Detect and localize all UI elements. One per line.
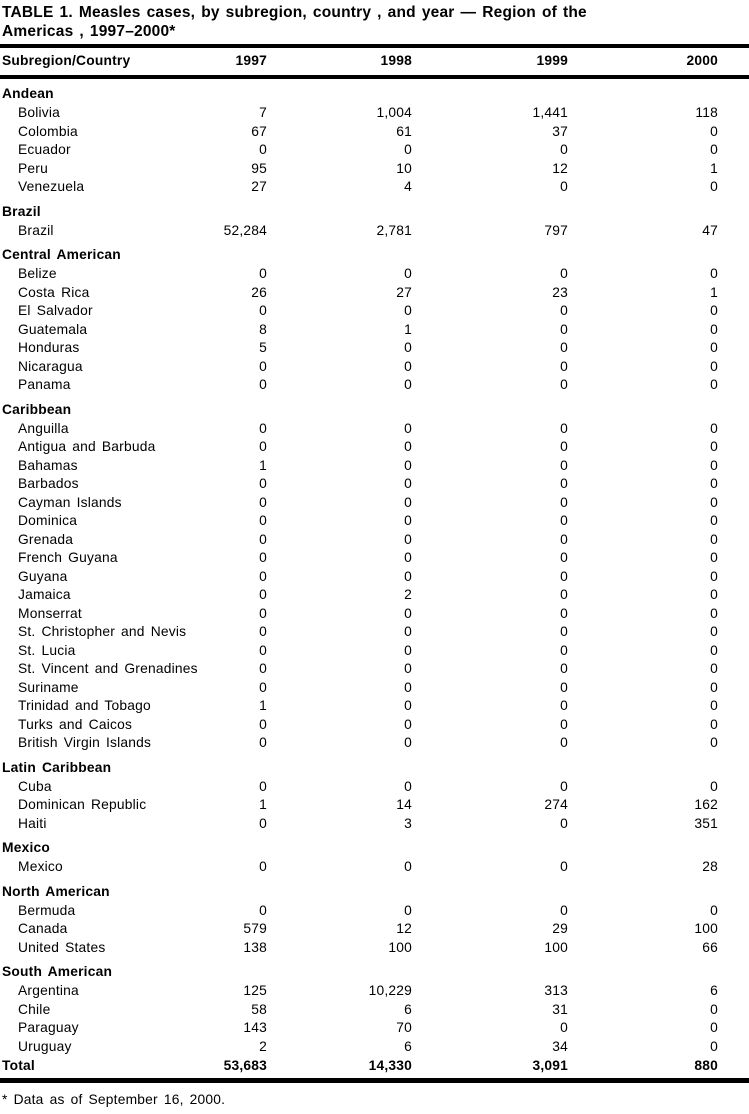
header-row <box>0 46 749 77</box>
section-row <box>0 197 749 222</box>
value-cell-1997: 0 <box>259 568 267 584</box>
country-cell: Suriname <box>18 679 79 695</box>
footnote: * Data as of September 16, 2000. <box>2 1092 226 1107</box>
value-cell-1999: 23 <box>552 284 568 300</box>
value-cell-1999: 100 <box>544 939 568 955</box>
table-row <box>0 902 749 921</box>
table-row <box>0 376 749 395</box>
country-cell: Costa Rica <box>18 284 90 300</box>
table-row <box>0 358 749 377</box>
value-cell-1998: 6 <box>404 1038 412 1054</box>
value-cell-1998: 100 <box>388 939 412 955</box>
value-cell-2000: 0 <box>710 513 718 528</box>
value-cell-1997: 0 <box>259 661 267 676</box>
value-cell-1997: 0 <box>259 587 267 602</box>
value-cell-1998: 0 <box>404 902 412 918</box>
value-cell-2000: 0 <box>710 1001 718 1017</box>
value-cell-1997: 138 <box>243 939 267 955</box>
table-row <box>0 222 749 241</box>
country-cell: French Guyana <box>18 550 118 565</box>
table-row <box>0 512 749 531</box>
value-cell-1999: 0 <box>560 420 568 436</box>
value-cell-1997: 143 <box>243 1020 267 1035</box>
value-cell-1999: 0 <box>560 142 568 157</box>
value-cell-2000: 0 <box>710 531 718 547</box>
value-cell-2000: 118 <box>695 105 718 120</box>
table-row <box>0 568 749 587</box>
country-cell: Haiti <box>18 815 47 831</box>
value-cell-1998: 10,229 <box>368 983 412 998</box>
table-row <box>0 457 749 476</box>
section-header: Mexico <box>2 840 50 855</box>
value-cell-1998: 0 <box>404 303 412 318</box>
value-cell-1999: 0 <box>560 859 568 874</box>
value-cell-2000: 0 <box>710 179 718 194</box>
value-cell-2000: 0 <box>710 902 718 918</box>
country-cell: Peru <box>18 160 48 176</box>
value-cell-1999: 0 <box>560 605 568 621</box>
value-cell-2000: 0 <box>710 476 718 491</box>
country-cell: Argentina <box>18 983 79 998</box>
value-cell-1998: 0 <box>404 568 412 584</box>
column-header-1999: 1999 <box>412 46 568 77</box>
value-cell-1999: 0 <box>560 494 568 510</box>
value-cell-1997: 0 <box>259 494 267 510</box>
value-cell-2000: 6 <box>710 983 718 998</box>
value-cell-1998: 3 <box>404 815 412 831</box>
column-header-1997: 1997 <box>200 46 267 77</box>
country-cell: Bermuda <box>18 902 76 918</box>
value-cell-2000: 1 <box>710 284 718 300</box>
table-row <box>0 623 749 642</box>
table-row <box>0 1038 749 1057</box>
total-value-1999: 3,091 <box>412 1056 568 1081</box>
value-cell-1999: 0 <box>560 531 568 547</box>
section-row <box>0 753 749 778</box>
section-header: Central American <box>2 247 121 262</box>
value-cell-1997: 52,284 <box>223 222 267 238</box>
value-cell-2000: 0 <box>710 377 718 392</box>
country-cell: Dominica <box>18 513 78 528</box>
value-cell-2000: 0 <box>710 1020 718 1035</box>
value-cell-1997: 579 <box>243 921 267 936</box>
value-cell-1997: 8 <box>259 321 267 337</box>
table-row <box>0 697 749 716</box>
value-cell-1998: 0 <box>404 624 412 639</box>
value-cell-2000: 0 <box>710 642 718 658</box>
value-cell-2000: 0 <box>710 735 718 750</box>
value-cell-1998: 0 <box>404 531 412 547</box>
value-cell-2000: 0 <box>710 123 718 139</box>
country-cell: Bolivia <box>18 105 61 120</box>
country-cell: Chile <box>18 1001 51 1017</box>
value-cell-1998: 61 <box>396 123 412 139</box>
table-row <box>0 939 749 958</box>
country-cell: Colombia <box>18 123 78 139</box>
table-row <box>0 642 749 661</box>
table-footer <box>0 1056 749 1081</box>
value-cell-1997: 0 <box>259 266 267 281</box>
country-cell: St. Vincent and Grenadines <box>18 661 198 676</box>
value-cell-1998: 10 <box>396 160 412 176</box>
table-row <box>0 1001 749 1020</box>
value-cell-2000: 0 <box>710 420 718 436</box>
value-cell-1998: 70 <box>396 1020 412 1035</box>
value-cell-1997: 0 <box>259 778 267 794</box>
table-row <box>0 123 749 142</box>
value-cell-2000: 100 <box>694 921 718 936</box>
country-cell: Antigua and Barbuda <box>18 439 156 454</box>
value-cell-1999: 0 <box>560 624 568 639</box>
table-row <box>0 178 749 197</box>
value-cell-1999: 0 <box>560 476 568 491</box>
value-cell-1999: 0 <box>560 642 568 658</box>
value-cell-1997: 0 <box>259 735 267 750</box>
value-cell-1998: 6 <box>404 1001 412 1017</box>
table-row <box>0 858 749 877</box>
value-cell-1998: 0 <box>404 716 412 732</box>
value-cell-1998: 0 <box>404 439 412 454</box>
table-row <box>0 531 749 550</box>
table-row <box>0 549 749 568</box>
section-row <box>0 877 749 902</box>
table-row <box>0 679 749 698</box>
value-cell-1997: 0 <box>259 476 267 491</box>
table-row <box>0 660 749 679</box>
column-header-subregion-country: Subregion/Country <box>0 46 200 77</box>
country-cell: Grenada <box>18 531 74 547</box>
value-cell-2000: 0 <box>710 568 718 584</box>
table-body <box>0 77 749 1056</box>
value-cell-1998: 0 <box>404 679 412 695</box>
value-cell-1997: 0 <box>259 815 267 831</box>
country-cell: Honduras <box>18 340 80 355</box>
value-cell-1998: 0 <box>404 735 412 750</box>
country-cell: Belize <box>18 266 57 281</box>
table-row <box>0 815 749 834</box>
table-row <box>0 420 749 439</box>
value-cell-1998: 0 <box>404 377 412 392</box>
value-cell-1999: 0 <box>560 679 568 695</box>
country-cell: Brazil <box>18 222 54 238</box>
country-cell: Canada <box>18 921 68 936</box>
value-cell-1999: 0 <box>560 815 568 831</box>
value-cell-2000: 0 <box>710 303 718 318</box>
value-cell-1999: 0 <box>560 321 568 337</box>
value-cell-1999: 797 <box>544 222 568 238</box>
value-cell-2000: 0 <box>710 624 718 639</box>
value-cell-2000: 0 <box>710 1038 718 1054</box>
value-cell-1997: 1 <box>259 698 267 713</box>
value-cell-1999: 34 <box>552 1038 568 1054</box>
value-cell-1999: 0 <box>560 377 568 392</box>
value-cell-1997: 26 <box>251 284 267 300</box>
table-row <box>0 141 749 160</box>
value-cell-1997: 0 <box>259 642 267 658</box>
value-cell-2000: 0 <box>710 457 718 473</box>
value-cell-1998: 14 <box>396 797 412 812</box>
value-cell-2000: 0 <box>710 550 718 565</box>
value-cell-1998: 0 <box>404 340 412 355</box>
value-cell-1999: 1,441 <box>532 105 568 120</box>
table-row <box>0 265 749 284</box>
country-cell: Ecuador <box>18 142 71 157</box>
value-cell-1997: 95 <box>251 160 267 176</box>
value-cell-1999: 0 <box>560 550 568 565</box>
table-row <box>0 302 749 321</box>
value-cell-1998: 0 <box>404 698 412 713</box>
value-cell-2000: 0 <box>710 605 718 621</box>
value-cell-2000: 0 <box>710 679 718 695</box>
value-cell-1998: 0 <box>404 457 412 473</box>
value-cell-1997: 58 <box>251 1001 267 1017</box>
value-cell-1999: 0 <box>560 266 568 281</box>
country-cell: British Virgin Islands <box>18 735 152 750</box>
table-row <box>0 321 749 340</box>
value-cell-1997: 0 <box>259 142 267 157</box>
table-row <box>0 796 749 815</box>
value-cell-1997: 2 <box>259 1038 267 1054</box>
value-cell-1998: 0 <box>404 778 412 794</box>
value-cell-1999: 12 <box>552 160 568 176</box>
value-cell-2000: 0 <box>710 587 718 602</box>
column-header-2000: 2000 <box>568 46 749 77</box>
table-header <box>0 46 749 77</box>
value-cell-1999: 0 <box>560 661 568 676</box>
value-cell-2000: 0 <box>710 439 718 454</box>
value-cell-1998: 0 <box>404 661 412 676</box>
table-row <box>0 339 749 358</box>
value-cell-1998: 2 <box>404 587 412 602</box>
country-cell: Turks and Caicos <box>18 716 133 732</box>
section-header: Andean <box>2 86 54 101</box>
value-cell-1997: 125 <box>243 983 267 998</box>
value-cell-1999: 0 <box>560 457 568 473</box>
table-title <box>0 3 749 41</box>
country-cell: Guatemala <box>18 321 88 337</box>
value-cell-1999: 31 <box>552 1001 568 1017</box>
country-cell: Dominican Republic <box>18 797 147 812</box>
table-title-line2: Americas , 1997–2000* <box>2 23 176 40</box>
table-row <box>0 920 749 939</box>
value-cell-1998: 0 <box>404 358 412 374</box>
value-cell-1998: 0 <box>404 142 412 157</box>
country-cell: Cuba <box>18 778 52 794</box>
table-row <box>0 778 749 797</box>
total-value-2000: 880 <box>568 1056 749 1081</box>
section-header: Brazil <box>2 203 41 219</box>
total-value-1997: 53,683 <box>200 1056 267 1081</box>
value-cell-1998: 0 <box>404 266 412 281</box>
country-cell: Anguilla <box>18 420 69 436</box>
value-cell-2000: 28 <box>702 859 718 874</box>
value-cell-1997: 27 <box>251 179 267 194</box>
table-row <box>0 104 749 123</box>
total-value-1998: 14,330 <box>267 1056 412 1081</box>
section-header: Latin Caribbean <box>2 759 112 775</box>
country-cell: St. Lucia <box>18 642 76 658</box>
country-cell: Panama <box>18 377 71 392</box>
table-row <box>0 1019 749 1038</box>
value-cell-1997: 67 <box>251 123 267 139</box>
table-row <box>0 494 749 513</box>
value-cell-1997: 7 <box>259 105 267 120</box>
value-cell-2000: 0 <box>710 358 718 374</box>
country-cell: Venezuela <box>18 179 85 194</box>
value-cell-1997: 0 <box>259 513 267 528</box>
value-cell-1998: 0 <box>404 605 412 621</box>
value-cell-2000: 66 <box>702 939 718 955</box>
value-cell-1999: 0 <box>560 698 568 713</box>
value-cell-1999: 0 <box>560 778 568 794</box>
country-cell: Cayman Islands <box>18 494 122 510</box>
value-cell-1999: 274 <box>544 797 568 812</box>
value-cell-1998: 4 <box>404 179 412 194</box>
value-cell-1999: 0 <box>560 513 568 528</box>
value-cell-2000: 162 <box>694 797 718 812</box>
value-cell-1999: 0 <box>560 568 568 584</box>
country-cell: El Salvador <box>18 303 93 318</box>
table-row <box>0 982 749 1001</box>
country-cell: Barbados <box>18 476 79 491</box>
table-row <box>0 586 749 605</box>
value-cell-1997: 1 <box>259 797 267 812</box>
value-cell-1997: 0 <box>259 605 267 621</box>
value-cell-2000: 47 <box>702 222 718 238</box>
value-cell-1999: 0 <box>560 340 568 355</box>
value-cell-1997: 0 <box>259 531 267 547</box>
value-cell-2000: 0 <box>710 716 718 732</box>
value-cell-1999: 0 <box>560 358 568 374</box>
value-cell-1997: 0 <box>259 420 267 436</box>
country-cell: Bahamas <box>18 457 78 473</box>
value-cell-1997: 0 <box>259 859 267 874</box>
country-cell: Mexico <box>18 859 63 874</box>
total-label: Total <box>0 1056 200 1081</box>
value-cell-1999: 0 <box>560 439 568 454</box>
total-row <box>0 1056 749 1081</box>
section-header: Caribbean <box>2 401 72 417</box>
value-cell-1999: 0 <box>560 179 568 194</box>
section-header: North American <box>2 883 110 899</box>
value-cell-1997: 0 <box>259 303 267 318</box>
country-cell: Jamaica <box>18 587 71 602</box>
table-row <box>0 284 749 303</box>
value-cell-1998: 0 <box>404 642 412 658</box>
value-cell-1998: 2,781 <box>376 222 412 238</box>
table-row <box>0 734 749 753</box>
section-row <box>0 395 749 420</box>
country-cell: Paraguay <box>18 1020 79 1035</box>
value-cell-1999: 0 <box>560 902 568 918</box>
value-cell-1999: 0 <box>560 303 568 318</box>
value-cell-1999: 0 <box>560 587 568 602</box>
value-cell-1999: 0 <box>560 716 568 732</box>
country-cell: Monserrat <box>18 605 82 621</box>
value-cell-1998: 0 <box>404 550 412 565</box>
value-cell-2000: 0 <box>710 321 718 337</box>
value-cell-1999: 0 <box>560 735 568 750</box>
table-row <box>0 605 749 624</box>
value-cell-1998: 1,004 <box>376 105 412 120</box>
value-cell-1997: 1 <box>259 457 267 473</box>
value-cell-1998: 0 <box>404 420 412 436</box>
country-cell: Nicaragua <box>18 358 83 374</box>
value-cell-1998: 12 <box>396 921 412 936</box>
section-row <box>0 957 749 982</box>
table-title-line1: TABLE 1. Measles cases, by subregion, country , and year — Region of the <box>2 4 587 21</box>
column-header-1998: 1998 <box>267 46 412 77</box>
value-cell-1997: 0 <box>259 624 267 639</box>
value-cell-1997: 0 <box>259 439 267 454</box>
table-row <box>0 716 749 735</box>
value-cell-2000: 0 <box>710 698 718 713</box>
table-row <box>0 438 749 457</box>
value-cell-1998: 1 <box>404 321 412 337</box>
country-cell: Trinidad and Tobago <box>18 698 151 713</box>
value-cell-1997: 0 <box>259 902 267 918</box>
value-cell-2000: 0 <box>710 778 718 794</box>
value-cell-2000: 0 <box>710 142 718 157</box>
value-cell-1999: 29 <box>552 921 568 936</box>
country-cell: United States <box>18 939 106 955</box>
value-cell-2000: 0 <box>710 494 718 510</box>
value-cell-1999: 37 <box>552 123 568 139</box>
table-row <box>0 475 749 494</box>
country-cell: Guyana <box>18 568 68 584</box>
value-cell-1999: 0 <box>560 1020 568 1035</box>
value-cell-1997: 0 <box>259 550 267 565</box>
value-cell-1998: 27 <box>396 284 412 300</box>
value-cell-1997: 5 <box>259 340 267 355</box>
section-row <box>0 240 749 265</box>
value-cell-2000: 1 <box>710 160 718 176</box>
value-cell-1997: 0 <box>259 377 267 392</box>
section-row <box>0 77 749 104</box>
country-cell: St. Christopher and Nevis <box>18 624 187 639</box>
value-cell-2000: 351 <box>694 815 718 831</box>
value-cell-1997: 0 <box>259 716 267 732</box>
measles-cases-table <box>0 44 749 1083</box>
value-cell-1997: 0 <box>259 358 267 374</box>
value-cell-1998: 0 <box>404 859 412 874</box>
value-cell-2000: 0 <box>710 340 718 355</box>
value-cell-1998: 0 <box>404 494 412 510</box>
table-row <box>0 160 749 179</box>
value-cell-2000: 0 <box>710 266 718 281</box>
country-cell: Uruguay <box>18 1038 72 1054</box>
section-row <box>0 833 749 858</box>
value-cell-2000: 0 <box>710 661 718 676</box>
value-cell-1997: 0 <box>259 679 267 695</box>
value-cell-1998: 0 <box>404 513 412 528</box>
section-header: South American <box>2 964 113 979</box>
value-cell-1998: 0 <box>404 476 412 491</box>
value-cell-1999: 313 <box>544 983 568 998</box>
